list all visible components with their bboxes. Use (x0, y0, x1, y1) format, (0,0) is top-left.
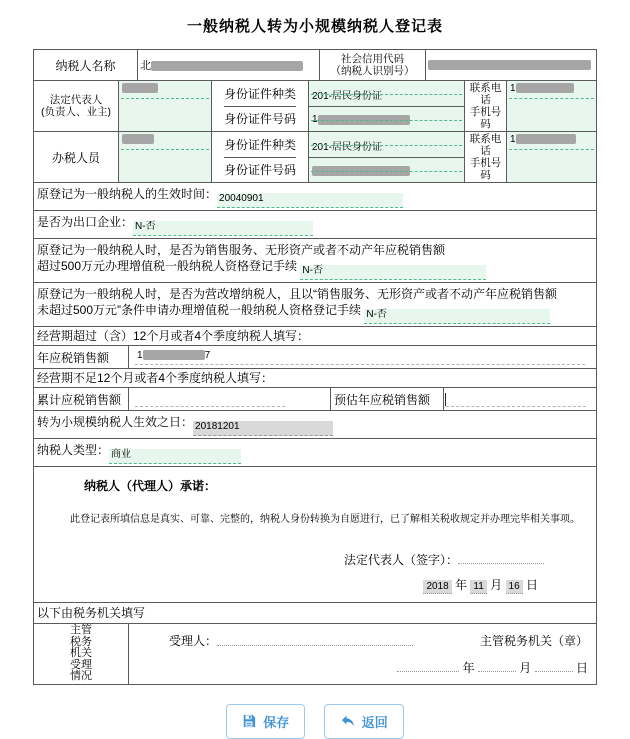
legal-rep-phone-redaction (516, 83, 574, 93)
legal-rep-id-fields (309, 81, 465, 131)
authority-year-line[interactable] (397, 661, 459, 672)
legal-rep-id-labels: 身份证件种类 身份证件号码 (212, 81, 309, 131)
over500-text-line2: 超过500万元办理增值税一般纳税人资格登记手续 (37, 259, 298, 273)
field-underline (121, 149, 209, 150)
effective-date-label: 原登记为一般纳税人的生效时间： (37, 187, 218, 201)
row-declaration (34, 467, 596, 603)
field-underline (311, 145, 462, 146)
save-icon (242, 714, 256, 728)
legal-rep-label: 法定代表人 (负责人、业主) (34, 81, 119, 131)
credit-code-field[interactable] (426, 50, 596, 80)
field-underline (509, 98, 594, 99)
row-taxpayer-name (34, 50, 596, 81)
declaration-heading: 纳税人（代理人）承诺： (84, 479, 217, 493)
row-under12-header (34, 369, 596, 388)
authority-header-text: 以下由税务机关填写 (37, 606, 146, 620)
tax-clerk-name-field[interactable] (119, 132, 212, 182)
cumulative-sales-label: 累计应税销售额 (34, 388, 129, 410)
annual-sales-redaction (143, 350, 205, 360)
estimated-sales-label: 预估年应税销售额 (331, 388, 444, 410)
tax-clerk-id-fields (309, 132, 465, 182)
taxpayer-type-field[interactable]: 商业 (109, 449, 241, 464)
row-over500 (34, 239, 596, 283)
back-button-label: 返回 (361, 714, 388, 730)
declaration-date: 2018 年 11 月 16 日 (34, 576, 596, 594)
save-button[interactable] (226, 704, 305, 739)
row-annual-sales (34, 346, 596, 369)
field-underline (311, 120, 462, 121)
legal-rep-phone-label: 联系电话 手机号码 (465, 81, 507, 131)
tax-clerk-phone-field[interactable]: 1 (507, 132, 596, 182)
tax-clerk-phone-redaction (516, 134, 576, 144)
estimated-sales-field[interactable] (444, 388, 596, 410)
field-underline (311, 171, 462, 172)
legal-rep-name-redaction (122, 83, 158, 93)
authority-body (129, 624, 596, 684)
authority-day-line[interactable] (535, 661, 573, 672)
conversion-date-field[interactable]: 20181201 (193, 421, 333, 436)
cumulative-sales-field[interactable] (129, 388, 331, 410)
effective-date-field[interactable]: 20040901 (217, 193, 403, 208)
taxpayer-type-label: 纳税人类型： (37, 443, 110, 457)
back-button[interactable] (324, 704, 404, 739)
field-underline (509, 149, 594, 150)
conversion-date-label: 转为小规模纳税人生效之日： (37, 415, 194, 429)
acceptor-label: 受理人： (169, 633, 218, 648)
under500-field[interactable]: N-否 (364, 309, 550, 324)
row-authority-acceptance (34, 624, 596, 684)
export-label: 是否为出口企业： (37, 215, 134, 229)
row-effective-date (34, 183, 596, 211)
taxpayer-name-field[interactable] (138, 50, 320, 80)
seal-label: 主管税务机关（章） (479, 633, 588, 648)
row-authority-header (34, 603, 596, 624)
field-underline (311, 94, 462, 95)
declaration-month-field[interactable]: 11 (470, 580, 486, 594)
row-taxpayer-type (34, 439, 596, 467)
row-cumulative-sales (34, 388, 596, 411)
authority-date-line: 年 月 日 (137, 659, 588, 676)
button-bar (0, 704, 630, 739)
under500-text-line2: 未超过500万元”条件申请办理增值税一般纳税人资格登记手续 (37, 303, 362, 317)
declaration-year-field[interactable]: 2018 (423, 580, 451, 594)
taxpayer-name-prefix: 北 (140, 60, 151, 72)
row-tax-clerk (34, 132, 596, 183)
under12-header-text: 经营期不足12个月或者4个季度纳税人填写： (37, 371, 274, 385)
declaration-body: 此登记表所填信息是真实、可靠、完整的，纳税人身份转换为自愿进行，已了解相关税收规定并办理完毕相关事项。 (70, 514, 580, 525)
authority-month-line[interactable] (478, 661, 516, 672)
signature-label: 法定代表人（签字）： (343, 553, 458, 567)
tax-clerk-id-type-field[interactable]: 201-居民身份证 (309, 132, 464, 158)
legal-rep-id-no-field[interactable]: 1 (309, 107, 464, 132)
credit-code-redaction (428, 60, 591, 70)
under500-text-line1: 原登记为一般纳税人时，是否为营改增纳税人，且以“销售服务、无形资产或者不动产年应税销售额 (37, 287, 557, 301)
tax-clerk-id-labels: 身份证件种类 身份证件号码 (212, 132, 309, 182)
acceptor-line[interactable] (217, 635, 413, 646)
declaration-day-field[interactable]: 16 (506, 580, 523, 594)
field-underline (121, 98, 209, 99)
over500-field[interactable]: N-否 (300, 265, 486, 280)
legal-rep-name-field[interactable] (119, 81, 212, 131)
export-field[interactable]: N-否 (133, 221, 313, 236)
signature-line[interactable] (458, 553, 544, 564)
annual-sales-label: 年应税销售额 (34, 346, 129, 368)
tax-clerk-phone-label: 联系电话 手机号码 (465, 132, 507, 182)
registration-form-table (33, 49, 597, 685)
taxpayer-name-label: 纳税人名称 (34, 50, 138, 80)
row-legal-rep (34, 81, 596, 132)
save-button-label: 保存 (263, 714, 290, 730)
authority-vertical-label: 主管 税务 机关 受理 情况 (34, 624, 129, 684)
row-conversion-date (34, 411, 596, 439)
credit-code-label: 社会信用代码 （纳税人识别号） (320, 50, 426, 80)
page-title: 一般纳税人转为小规模纳税人登记表 (186, 18, 443, 35)
legal-rep-phone-field[interactable]: 1 (507, 81, 596, 131)
tax-clerk-id-no-field[interactable] (309, 158, 464, 183)
row-export-enterprise (34, 211, 596, 239)
tax-clerk-label: 办税人员 (34, 132, 119, 182)
row-under500 (34, 283, 596, 327)
over500-text-line1: 原登记为一般纳税人时，是否为销售服务、无形资产或者不动产年应税销售额 (37, 243, 446, 257)
tax-clerk-name-redaction (122, 134, 154, 144)
over12-header-text: 经营期超过（含）12个月或者4个季度纳税人填写： (37, 329, 310, 343)
taxpayer-name-redaction (151, 61, 303, 71)
back-arrow-icon (340, 714, 355, 728)
legal-rep-id-type-field[interactable]: 201-居民身份证 (309, 81, 464, 107)
annual-sales-field[interactable]: 1 7 (129, 346, 596, 368)
row-over12-header (34, 327, 596, 346)
